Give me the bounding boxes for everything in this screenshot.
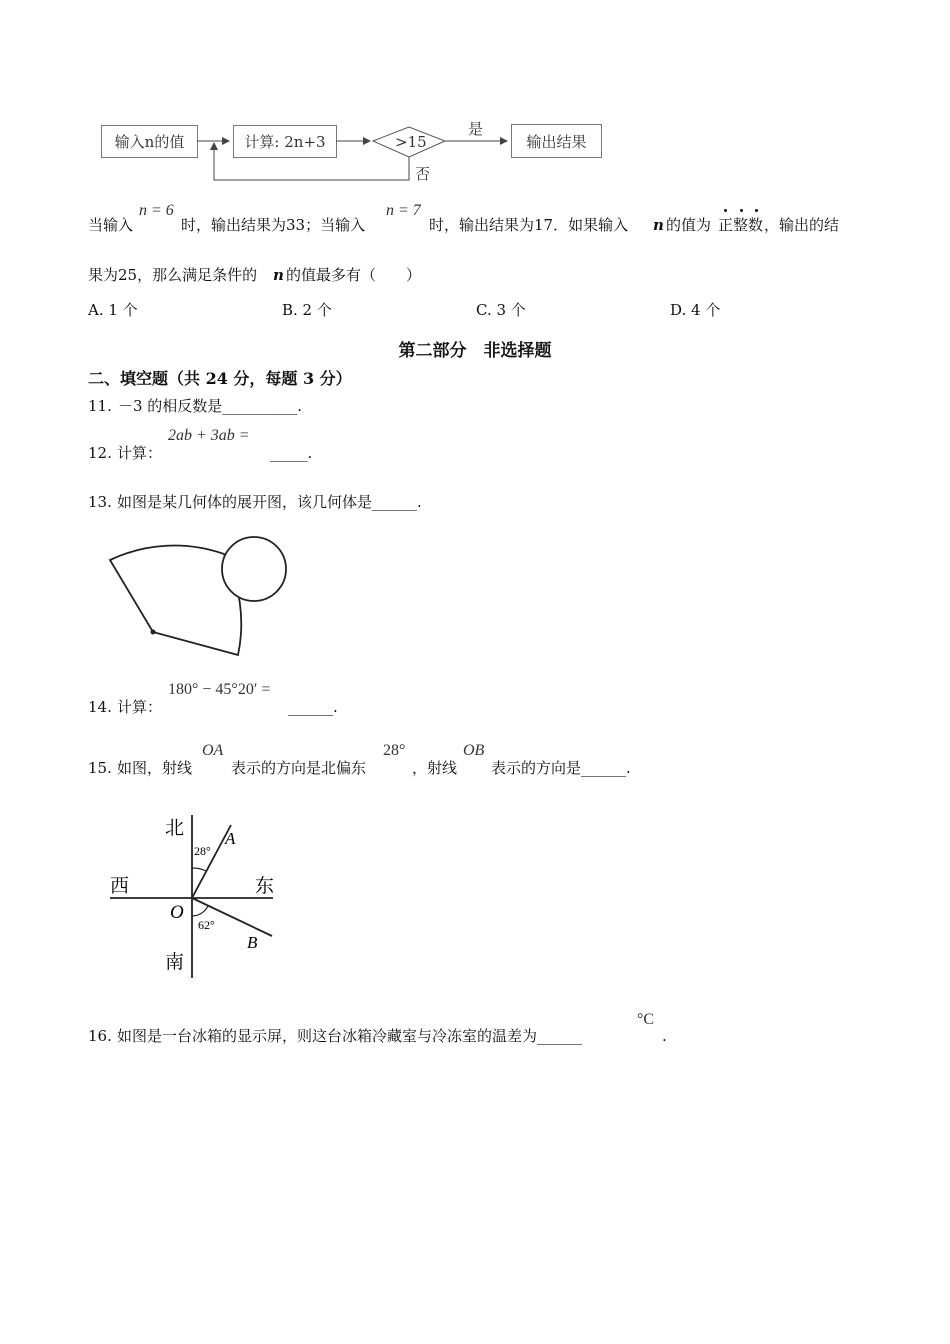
q10-line2-a: 果为25，那么满足条件的 [88,266,258,284]
q10-emphasis-positive-integer: 正整数 [718,216,764,234]
angle-arc-a [192,868,206,871]
q15-text-3: ，射线 [412,759,458,777]
q11-text: －3 的相反数是__________. [118,397,303,415]
angle-arc-b [192,906,208,916]
q14-blank: ______. [288,698,338,716]
q15-number: 15. [88,759,112,777]
q15-direction-figure [105,810,285,985]
q12-math: 2ab + 3ab = [168,427,250,444]
label-west: 西 [110,876,130,897]
q10-math-n7: n = 7 [386,202,421,219]
q10-line2-b: 的值最多有（ ） [286,266,422,284]
q10-text-2: 时，输出结果为33；当输入 [181,216,366,234]
flow-loop-back [214,148,409,180]
q13-text: 如图是某几何体的展开图，该几何体是______. [117,493,422,511]
label-north: 北 [165,818,185,839]
label-east: 东 [255,876,275,897]
q10-text-3: 时，输出结果为17．如果输入 [429,216,629,234]
sector-shape [110,546,241,655]
label-angle-62: 62° [198,918,215,932]
q12-blank: _____. [270,444,313,462]
q10-math-n6: n = 6 [139,202,174,219]
sector-vertex-dot [151,630,156,635]
q10-text-4: ，输出的结 [764,216,840,234]
q15-text-2: 表示的方向是北偏东 [231,759,367,777]
emphasis-dot [724,209,727,212]
flow-no-label: 否 [415,165,431,183]
label-south: 南 [165,952,185,973]
q10-option-c: C. 3 个 [476,301,526,319]
q16-text: 如图是一台冰箱的显示屏，则这台冰箱冷藏室与冷冻室的温差为______ [117,1027,583,1045]
q13-net-figure [100,530,300,665]
q13-number: 13. [88,493,112,511]
flow-loop-arrowhead [210,142,218,150]
q10-text-1: 当输入 [88,216,134,234]
q15-text-1: 如图，射线 [117,759,193,777]
q12-number: 12. [88,444,112,462]
emphasis-dot [740,209,743,212]
q10-option-a: A. 1 个 [88,301,138,319]
q10-option-d: D. 4 个 [670,301,721,319]
q10-text-3b: 的值为 [666,216,712,234]
circle-shape [222,537,286,601]
flow-condition-label: >15 [395,133,427,151]
q14-math: 180° − 45°20′ = [168,681,271,698]
q11-number: 11. [88,397,112,415]
emphasis-dot [755,209,758,212]
q16-number: 16. [88,1027,112,1045]
label-b: B [247,933,258,952]
q10-var-n: n [653,216,664,234]
flow-compute-label: 计算: 2n+3 [244,133,326,151]
flow-input-label: 输入n的值 [114,133,185,151]
q14-text: 计算： [117,698,163,716]
q12-text: 计算： [117,444,163,462]
flow-output-label: 输出结果 [526,132,587,151]
q15-math-ob: OB [463,742,485,759]
q15-text-4: 表示的方向是______. [491,759,631,777]
section2-title: 二、填空题（共 24 分，每题 3 分） [88,369,352,388]
part2-title: 第二部分 非选择题 [398,341,552,361]
q15-math-28deg: 28° [383,742,406,759]
q10-line2-var-n: n [273,266,284,284]
q14-number: 14. [88,698,112,716]
q15-math-oa: OA [202,742,224,759]
label-origin-o: O [170,902,184,923]
label-angle-28: 28° [194,844,211,858]
flowchart-connectors [0,110,620,190]
q16-period: . [662,1027,667,1045]
flow-yes-label: 是 [468,120,484,138]
label-a: A [225,829,236,848]
q16-unit: °C [637,1011,655,1028]
q10-option-b: B. 2 个 [282,301,332,319]
